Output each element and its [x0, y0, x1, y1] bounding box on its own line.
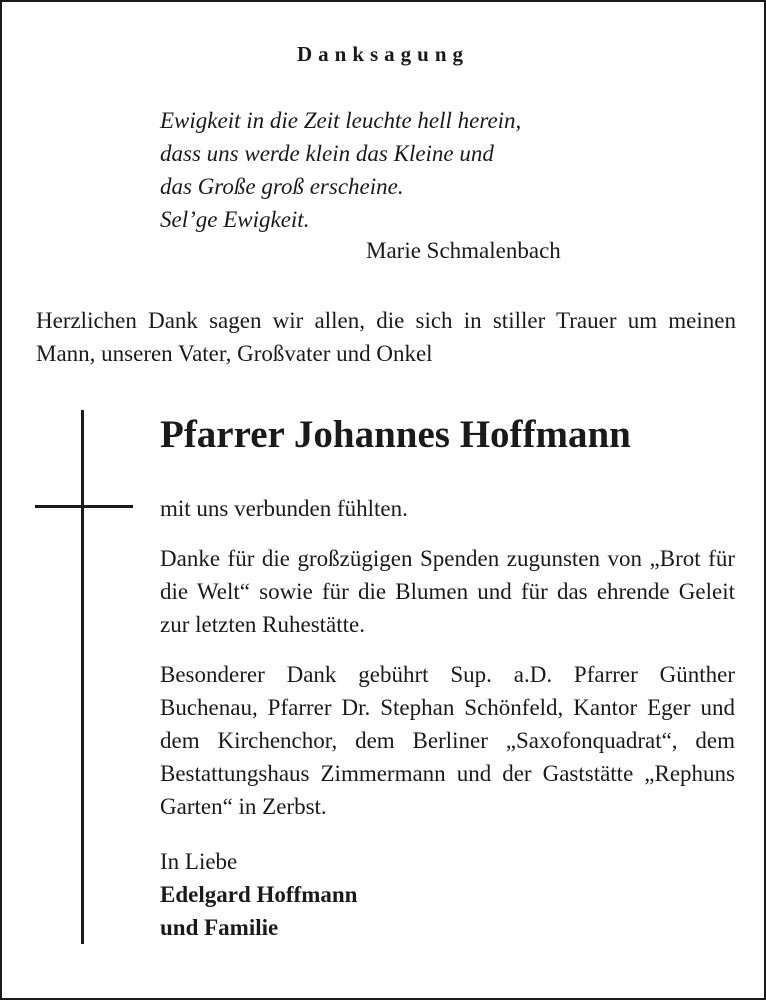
poem-line: Sel’ge Ewigkeit.	[160, 207, 310, 232]
deceased-name: Pfarrer Johannes Hoffmann	[160, 413, 631, 456]
notice-body	[160, 492, 735, 944]
signature-closing: In Liebe	[160, 849, 238, 874]
connected-text: mit uns verbunden fühlten.	[160, 496, 408, 521]
special-thanks-paragraph: Besonderer Dank gebührt Sup. a.D. Pfarrer Günther Buchenau, Pfarrer Dr. Stephan Schönfeld, Kantor Eger und dem Kirchenchor, dem Berliner „Saxofonquadrat“, dem Bestattungshaus Zimmermann und der Gaststätte „Rephuns Garten“ in Zerbst.	[160, 662, 735, 819]
poem-author: Marie Schmalenbach	[366, 238, 561, 263]
poem	[160, 104, 521, 236]
cross-icon-horizontal	[35, 505, 133, 508]
notice-heading: Danksagung	[296, 42, 470, 66]
donations-paragraph: Danke für die großzügigen Spenden zugunsten von „Brot für die Welt“ sowie für die Blumen und für das ehrende Geleit zur letzten Ruhestätte.	[160, 546, 735, 637]
intro-text: Herzlichen Dank sagen wir allen, die sich in stiller Trauer um meinen Mann, unseren Vater, Großvater und Onkel	[36, 308, 736, 366]
cross-icon-vertical	[81, 410, 84, 944]
poem-line: dass uns werde klein das Kleine und	[160, 141, 494, 166]
signature-family: und Familie	[160, 915, 279, 940]
poem-line: Ewigkeit in die Zeit leuchte hell herein,	[160, 108, 522, 133]
signature-name: Edelgard Hoffmann	[160, 882, 358, 907]
poem-line: das Große groß erscheine.	[160, 174, 404, 199]
